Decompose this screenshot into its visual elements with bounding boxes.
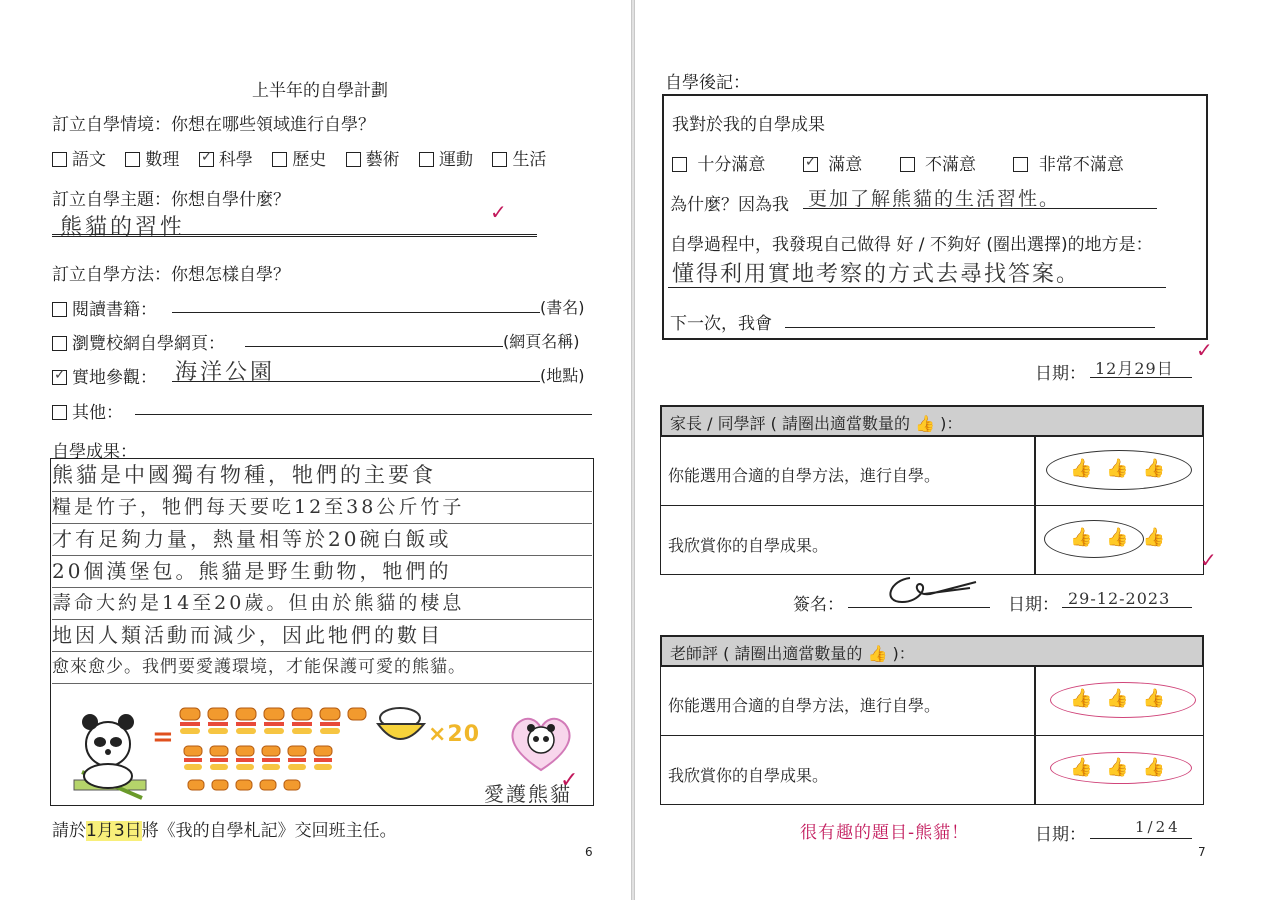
essay-line: 才有足夠力量，熱量相等於20碗白飯或: [52, 524, 592, 556]
sign-date-value[interactable]: 29-12-2023: [1068, 589, 1171, 608]
equals-sign: =: [152, 722, 174, 752]
checkbox[interactable]: [492, 152, 507, 167]
rating-circle: [1044, 520, 1144, 558]
heart-panda-drawing: [505, 712, 577, 774]
website-answer-line[interactable]: [245, 346, 503, 347]
page-number: 6: [585, 845, 593, 859]
teacher-date-line: [1090, 838, 1192, 839]
why-label: 為什麼？因為我: [670, 195, 789, 215]
essay-line: 熊貓是中國獨有物種，牠們的主要食: [52, 460, 592, 492]
area-option-sport[interactable]: 運動: [419, 150, 473, 170]
checkbox[interactable]: [52, 336, 67, 351]
submission-note: 請於1月3日將《我的自學札記》交回班主任。: [52, 821, 397, 841]
signature-line[interactable]: [848, 607, 990, 608]
process-answer[interactable]: 懂得利用實地考察的方式去尋找答案。: [672, 262, 1081, 287]
check-mark-icon: ✓: [1200, 548, 1217, 572]
option-very-satisfied[interactable]: 十分滿意: [672, 155, 765, 175]
other-answer-line[interactable]: [135, 414, 592, 415]
area-option-art[interactable]: 藝術: [346, 150, 400, 170]
checkbox[interactable]: [1013, 157, 1028, 172]
parent-review-header: 家長 / 同學評 ( 請圈出適當數量的 👍 )：: [660, 405, 1204, 437]
essay-line: 愈來愈少。我們要愛護環境，才能保護可愛的熊貓。: [52, 652, 592, 684]
page-number: 7: [1198, 845, 1206, 859]
checkbox[interactable]: [125, 152, 140, 167]
process-label: 自學過程中，我發現自己做得 好 / 不夠好 (圈出選擇)的地方是：: [670, 235, 1153, 255]
method-reading[interactable]: 閱讀書籍：: [52, 295, 157, 320]
rating-circle: [1050, 752, 1192, 784]
area-option-life[interactable]: 生活: [492, 150, 546, 170]
question-topic: 訂立自學主題：你想自學什麼？: [52, 190, 290, 210]
thumbs-up-icon-group[interactable]: 👍👍👍: [1070, 458, 1180, 479]
criterion-method: 你能選用合適的自學方法，進行自學。: [668, 696, 941, 715]
option-unsatisfied[interactable]: 不滿意: [900, 155, 976, 175]
checkbox[interactable]: [52, 405, 67, 420]
method-other[interactable]: 其他：: [52, 398, 123, 423]
area-option-science[interactable]: ✓ 科學: [199, 150, 253, 170]
option-satisfied[interactable]: ✓ 滿意: [803, 155, 862, 175]
essay-line: 壽命大約是14至20歲。但由於熊貓的棲息: [52, 588, 592, 620]
book-spine: [631, 0, 635, 900]
method-visit[interactable]: ✓實地參觀：: [52, 363, 157, 388]
teacher-comment: 很有趣的題目-熊貓！: [800, 823, 970, 843]
checkbox[interactable]: [419, 152, 434, 167]
teacher-review-header: 老師評 ( 請圈出適當數量的 👍 )：: [660, 635, 1204, 667]
signature-image: [880, 572, 980, 608]
signature-label: 簽名：: [793, 595, 844, 615]
visit-answer[interactable]: 海洋公園: [175, 360, 276, 385]
thumbs-up-icon-group[interactable]: 👍👍👍: [1070, 757, 1180, 778]
results-label: 自學成果：: [52, 442, 137, 462]
teacher-date-value[interactable]: 1/24: [1135, 818, 1181, 836]
times-twenty: ×20: [428, 722, 481, 747]
question-areas: 訂立自學情境：你想在哪些領域進行自學？: [52, 115, 375, 135]
sign-date-label: 日期：: [1008, 595, 1059, 615]
checkbox[interactable]: [672, 157, 687, 172]
area-option-math[interactable]: 數理: [125, 150, 179, 170]
check-mark-icon: ✓: [490, 200, 507, 224]
sign-date-line: [1062, 607, 1192, 608]
criterion-result: 我欣賞你的自學成果。: [668, 766, 829, 785]
website-suffix: (網頁名稱): [503, 332, 580, 351]
why-answer[interactable]: 更加了解熊貓的生活習性。: [808, 188, 1061, 210]
method-website[interactable]: 瀏覽校網自學網頁：: [52, 329, 225, 354]
rating-circle: [1050, 682, 1196, 718]
checkbox-checked[interactable]: [803, 157, 818, 172]
rating-circle: [1046, 450, 1192, 490]
essay-line: 地因人類活動而減少，因此牠們的數目: [52, 620, 592, 652]
checkbox[interactable]: [52, 302, 67, 317]
thumbs-up-icon: 👍: [915, 414, 935, 433]
date-label: 日期：: [1035, 364, 1086, 384]
satisfaction-question: 我對於我的自學成果: [672, 115, 825, 135]
visit-suffix: (地點): [540, 366, 585, 385]
criterion-method: 你能選用合適的自學方法，進行自學。: [668, 466, 941, 485]
next-label: 下一次，我會: [670, 314, 772, 334]
check-mark-icon: ✓: [1196, 338, 1213, 362]
checkbox[interactable]: [272, 152, 287, 167]
topic-underline: [52, 234, 537, 237]
drawing-caption: 愛護熊貓: [484, 782, 572, 806]
criterion-result: 我欣賞你的自學成果。: [668, 536, 829, 555]
rice-bowl-drawing: [372, 706, 432, 752]
area-checkbox-list: [52, 145, 546, 170]
reading-answer-line[interactable]: [172, 312, 540, 313]
date-value[interactable]: 12月29日: [1095, 359, 1174, 378]
satisfaction-options: [672, 150, 1124, 175]
why-answer-line: [803, 208, 1157, 209]
checkbox[interactable]: [900, 157, 915, 172]
checkbox-checked[interactable]: [52, 370, 67, 385]
option-very-unsatisfied[interactable]: 非常不滿意: [1013, 155, 1123, 175]
teacher-date-label: 日期：: [1035, 825, 1086, 845]
panda-drawing: [62, 702, 158, 800]
date-line: [1090, 377, 1192, 378]
checkbox[interactable]: [346, 152, 361, 167]
essay-line: 糧是竹子，牠們每天要吃12至38公斤竹子: [52, 492, 592, 524]
burgers-drawing: [178, 704, 368, 802]
area-option-language[interactable]: 語文: [52, 150, 106, 170]
thumbs-up-icon: 👍: [867, 644, 888, 663]
process-answer-line: [668, 287, 1166, 288]
question-method: 訂立自學方法：你想怎樣自學？: [52, 265, 290, 285]
visit-answer-line: [172, 381, 540, 382]
page-title: 上半年的自學計劃: [252, 81, 388, 101]
topic-answer[interactable]: 熊貓的習性: [60, 215, 186, 240]
checkbox-checked[interactable]: [199, 152, 214, 167]
area-option-history[interactable]: 歷史: [272, 150, 326, 170]
check-mark-icon: ✓: [560, 768, 579, 793]
checkbox[interactable]: [52, 152, 67, 167]
thumbs-up-icon-group[interactable]: 👍👍👍: [1070, 688, 1180, 709]
next-answer-line[interactable]: [785, 327, 1155, 328]
reading-suffix: (書名): [540, 298, 585, 317]
thumbs-up-icon-group[interactable]: 👍👍👍: [1070, 527, 1180, 548]
essay-line: 20個漢堡包。熊貓是野生動物，牠們的: [52, 556, 592, 588]
after-label: 自學後記：: [665, 73, 750, 93]
